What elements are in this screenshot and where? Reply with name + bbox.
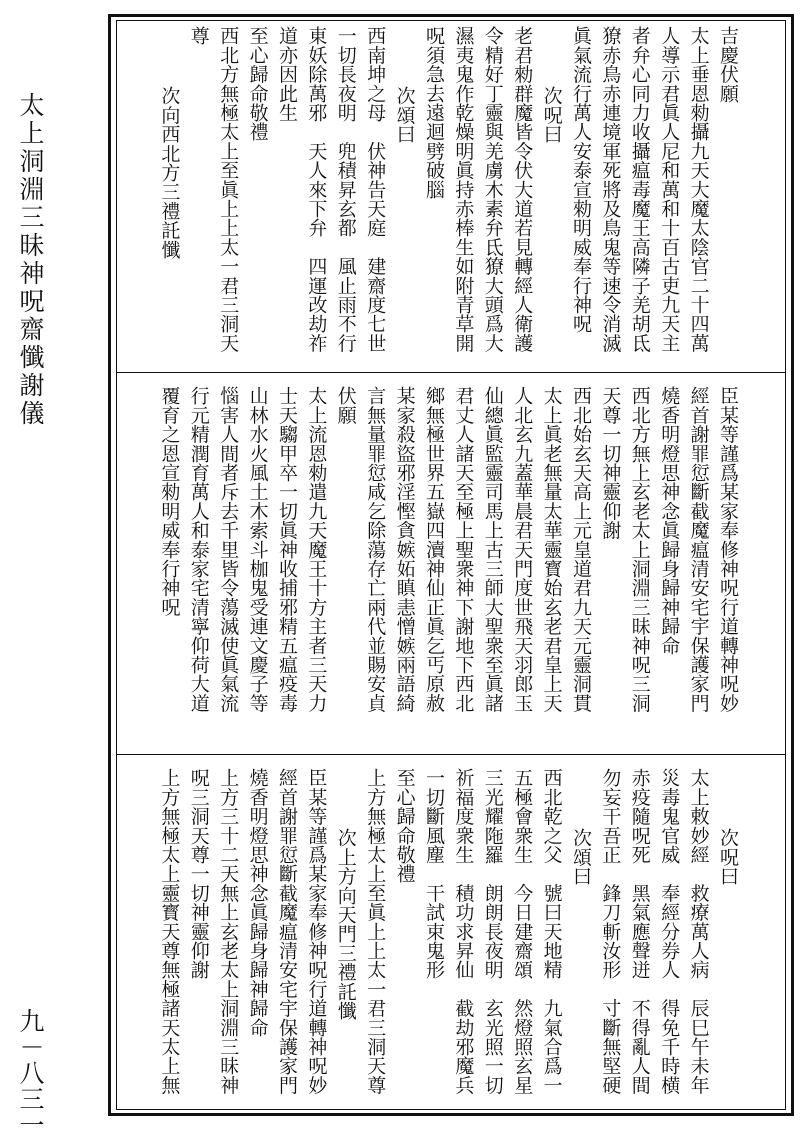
text-column: 某家殺盜邪淫慳貪嫉妬瞋恚憎嫉兩語綺 — [393, 386, 416, 713]
text-column: 上方無極太上至眞上上太一君三洞天尊 — [364, 768, 387, 1095]
text-column: 老君勑群魔皆令伏大道若見轉經人衛護 — [511, 26, 534, 353]
text-column: 臣某等謹爲某家奉修神呪行道轉神呪妙 — [717, 386, 739, 713]
text-column: 太上垂恩勑攝九天大魔太陰官二十四萬 — [687, 26, 710, 353]
text-column: 令精好丁靈與羌虜木素弁氐獠大頭爲大 — [481, 26, 504, 353]
text-column: 次向西北方三禮託懺 — [158, 86, 181, 259]
text-column: 行元精潤育萬人和泰家宅清寧仰荷大道 — [187, 386, 210, 713]
text-column: 災毒鬼官威 奉經分券人 得免千時横 — [658, 768, 681, 1095]
text-column: 人導示君眞人尼和萬和十百古吏九天主 — [658, 26, 681, 353]
text-column: 人北玄九蓋華晨君天門度世飛天羽郎玉 — [511, 386, 534, 713]
text-column: 覆育之恩宣勑明威奉行神呪 — [158, 386, 181, 617]
margin-title: 太上洞淵三昧神呪齋懺謝儀 — [16, 92, 45, 428]
text-column: 一切長夜明 兜積昇玄都 風止雨不行 — [334, 26, 357, 353]
text-column: 勿妄干吾正 鋒刀斬汝形 寸斷無堅硬 — [599, 768, 622, 1095]
text-column: 眞氣流行萬人安泰宣勑明威奉行神呪 — [570, 26, 592, 334]
text-column: 獠赤鳥赤連境軍死將及鳥鬼等速令消滅 — [599, 26, 622, 353]
text-column: 太上敕妙經 救療萬人病 辰巳午未年 — [687, 768, 710, 1095]
text-column: 太上眞老無量太華靈寳始玄老君皇上天 — [540, 386, 563, 713]
text-column: 言無量罪愆咸乞除蕩存亡兩代並賜安貞 — [364, 386, 387, 713]
text-column: 至心歸命敬禮 — [246, 26, 269, 142]
text-column: 次頌曰 — [393, 86, 416, 144]
text-column: 燒香明燈思神念眞歸身歸神歸命 — [246, 768, 269, 1037]
text-column: 次頌曰 — [570, 828, 592, 886]
text-column: 呪三洞天尊一切神靈仰謝 — [187, 768, 210, 980]
text-column: 次呪曰 — [540, 86, 563, 144]
text-column: 士天騶甲卒一切眞神收捕邪精五瘟疫毒 — [276, 386, 298, 713]
text-column: 西北方無極太上至眞上上太一君三洞天 — [217, 26, 240, 353]
panel-divider-1 — [116, 372, 786, 373]
text-column: 上方三十二天無上玄老太上洞淵三昧神 — [217, 768, 240, 1095]
text-column: 道亦因此生 — [276, 26, 298, 122]
text-column: 西北乾之父 號曰天地精 九氣合爲一 — [540, 768, 563, 1095]
text-column: 臣某等謹爲某家奉修神呪行道轉神呪妙 — [305, 768, 328, 1095]
text-column: 君丈人諸天至極上聖衆神下謝地下西北 — [452, 386, 475, 713]
text-column: 太上流恩勑遣九天魔王十方主者三天力 — [305, 386, 328, 713]
text-column: 五極會衆生 今日建齋頌 然燈照玄星 — [511, 768, 534, 1095]
text-column: 伏願 — [334, 386, 357, 425]
text-column: 赤疫隨呪死 黑氣應聲迸 不得亂人間 — [628, 768, 651, 1095]
text-column: 至心歸命敬禮 — [393, 768, 416, 884]
text-column: 燒香明燈思神念眞歸身歸神歸命 — [658, 386, 681, 655]
text-column: 一切斷風塵 干試束鬼形 — [423, 768, 445, 980]
text-column: 經首謝罪愆斷截魔瘟清安宅宇保護家門 — [687, 386, 710, 713]
text-column: 吉慶伏願 — [717, 26, 739, 103]
text-column: 次呪曰 — [717, 828, 739, 886]
text-column: 東妖除萬邪 天人來下弁 四運改劫祚 — [305, 26, 328, 353]
text-column: 仙總眞監靈司馬上古三師大聖衆至眞諸 — [481, 386, 504, 713]
text-column: 次上方向天門三禮託懺 — [334, 828, 357, 1020]
text-column: 上方無極太上靈寳天尊無極諸天太上無 — [158, 768, 181, 1095]
text-column: 者弁心同力收攝瘟毒魔王高隣子羌胡氐 — [628, 26, 651, 353]
text-column: 西北方無上玄老太上洞淵三昧神呪三洞 — [628, 386, 651, 713]
text-column: 三光耀陁羅 朗朗長夜明 玄光照一切 — [481, 768, 504, 1095]
margin-page-number: 九－八三一 — [16, 1008, 45, 1138]
text-column: 山林水火風土木索斗枷鬼受連文慶子等 — [246, 386, 269, 713]
text-column: 惱害人間者斥去千里皆令蕩滅使眞氣流 — [217, 386, 240, 713]
text-column: 西南坤之母 伏神告天庭 建齋度七世 — [364, 26, 387, 353]
text-column: 祈福度衆生 積功求昇仙 截劫邪魔兵 — [452, 768, 475, 1095]
text-column: 濕夷鬼作乾燥明眞持赤棒生如附青草開 — [452, 26, 475, 353]
text-column: 尊 — [187, 26, 210, 46]
text-column: 天尊一切神靈仰謝 — [599, 386, 622, 540]
text-column: 鄉無極世界五嶽四瀆神仙正眞乞丐原赦 — [423, 386, 445, 713]
text-column: 呪須急去遠迴劈破腦 — [423, 26, 445, 199]
panel-divider-2 — [116, 754, 786, 755]
text-column: 經首謝罪愆斷截魔瘟清安宅宇保護家門 — [276, 768, 298, 1095]
text-column: 西北始玄天高上元皇道君九天元靈洞貫 — [570, 386, 592, 713]
